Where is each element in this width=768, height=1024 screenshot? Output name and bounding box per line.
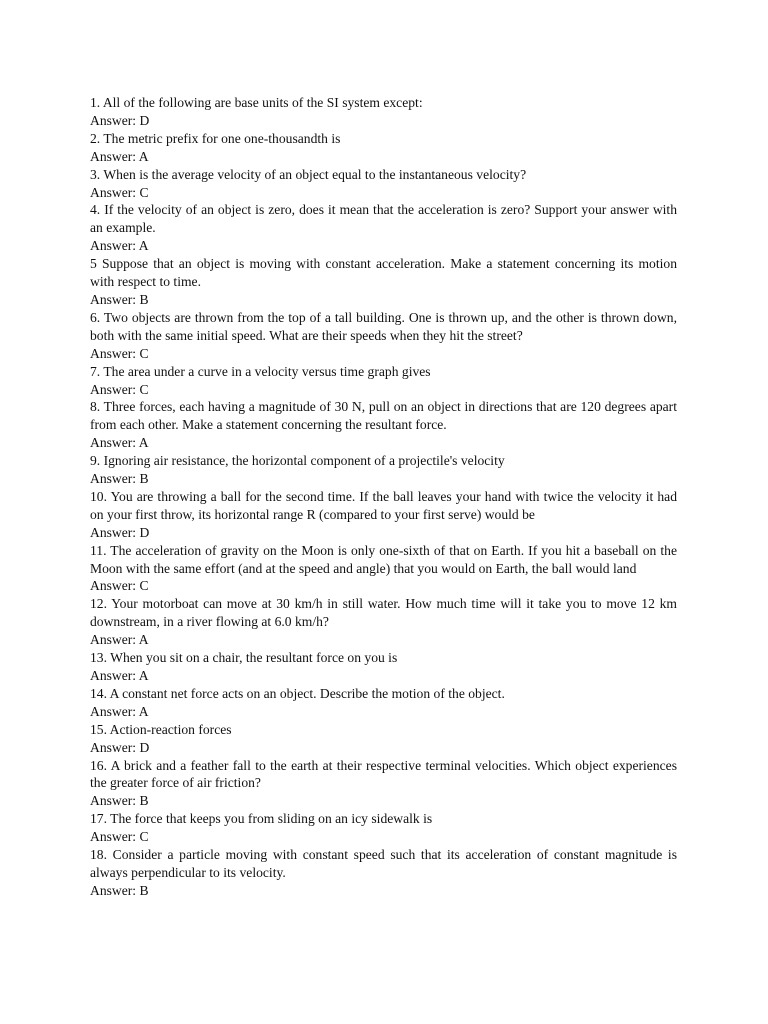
question-11: 11. The acceleration of gravity on the Moon is only one-sixth of that on Earth. If you hit a baseball on the Moon with the same effort (and at the speed and angle) that you would on Earth, the ball would land <box>90 542 677 576</box>
question-10: 10. You are throwing a ball for the second time. If the ball leaves your hand with twice the velocity it had on your first throw, its horizontal range R (compared to your first serve) would be <box>90 488 677 522</box>
question-6: 6. Two objects are thrown from the top of a tall building. One is thrown up, and the other is thrown down, both with the same initial speed. What are their speeds when they hit the street? <box>90 309 677 343</box>
answer-14: Answer: A <box>90 703 149 719</box>
question-7: 7. The area under a curve in a velocity versus time graph gives <box>90 363 431 379</box>
document-page <box>90 94 677 900</box>
answer-12: Answer: A <box>90 632 149 648</box>
question-4: 4. If the velocity of an object is zero, does it mean that the acceleration is zero? Support your answer with an example. <box>90 202 677 236</box>
question-13: 13. When you sit on a chair, the resultant force on you is <box>90 650 398 666</box>
question-14: 14. A constant net force acts on an object. Describe the motion of the object. <box>90 685 505 701</box>
answer-8: Answer: A <box>90 435 149 451</box>
question-12: 12. Your motorboat can move at 30 km/h in still water. How much time will it take you to move 12 km downstream, in a river flowing at 6.0 km/h? <box>90 596 677 630</box>
answer-1: Answer: D <box>90 112 150 128</box>
question-18: 18. Consider a particle moving with constant speed such that its acceleration of constant magnitude is always perpendicular to its velocity. <box>90 847 677 880</box>
question-5: 5 Suppose that an object is moving with constant acceleration. Make a statement concerning its motion with respect to time. <box>90 256 677 290</box>
answer-11: Answer: C <box>90 578 149 594</box>
answer-9: Answer: B <box>90 471 149 487</box>
answer-6: Answer: C <box>90 345 149 361</box>
answer-13: Answer: A <box>90 668 149 683</box>
question-2: 2. The metric prefix for one one-thousandth is <box>90 130 341 146</box>
question-8: 8. Three forces, each having a magnitude of 30 N, pull on an object in directions that are 120 degrees apart from each other. Make a statement concerning the resultant force. <box>90 399 677 433</box>
answer-15: Answer: D <box>90 739 150 755</box>
answer-4: Answer: A <box>90 238 149 254</box>
question-9: 9. Ignoring air resistance, the horizontal component of a projectile's velocity <box>90 453 505 469</box>
answer-10: Answer: D <box>90 524 150 540</box>
answer-3: Answer: C <box>90 184 149 200</box>
question-3: 3. When is the average velocity of an object equal to the instantaneous velocity? <box>90 166 527 182</box>
question-17: 17. The force that keeps you from sliding on an icy sidewalk is <box>90 811 433 827</box>
question-1: 1. All of the following are base units of the SI system except: <box>90 95 423 110</box>
answer-17: Answer: C <box>90 829 149 845</box>
answer-18: Answer: B <box>90 882 149 898</box>
answer-16: Answer: B <box>90 793 149 809</box>
question-16: 16. A brick and a feather fall to the earth at their respective terminal velocities. Which object experiences the greater force of air friction? <box>90 757 677 791</box>
question-15: 15. Action-reaction forces <box>90 721 232 737</box>
answer-2: Answer: A <box>90 148 149 164</box>
answer-7: Answer: C <box>90 381 149 397</box>
answer-5: Answer: B <box>90 291 149 307</box>
